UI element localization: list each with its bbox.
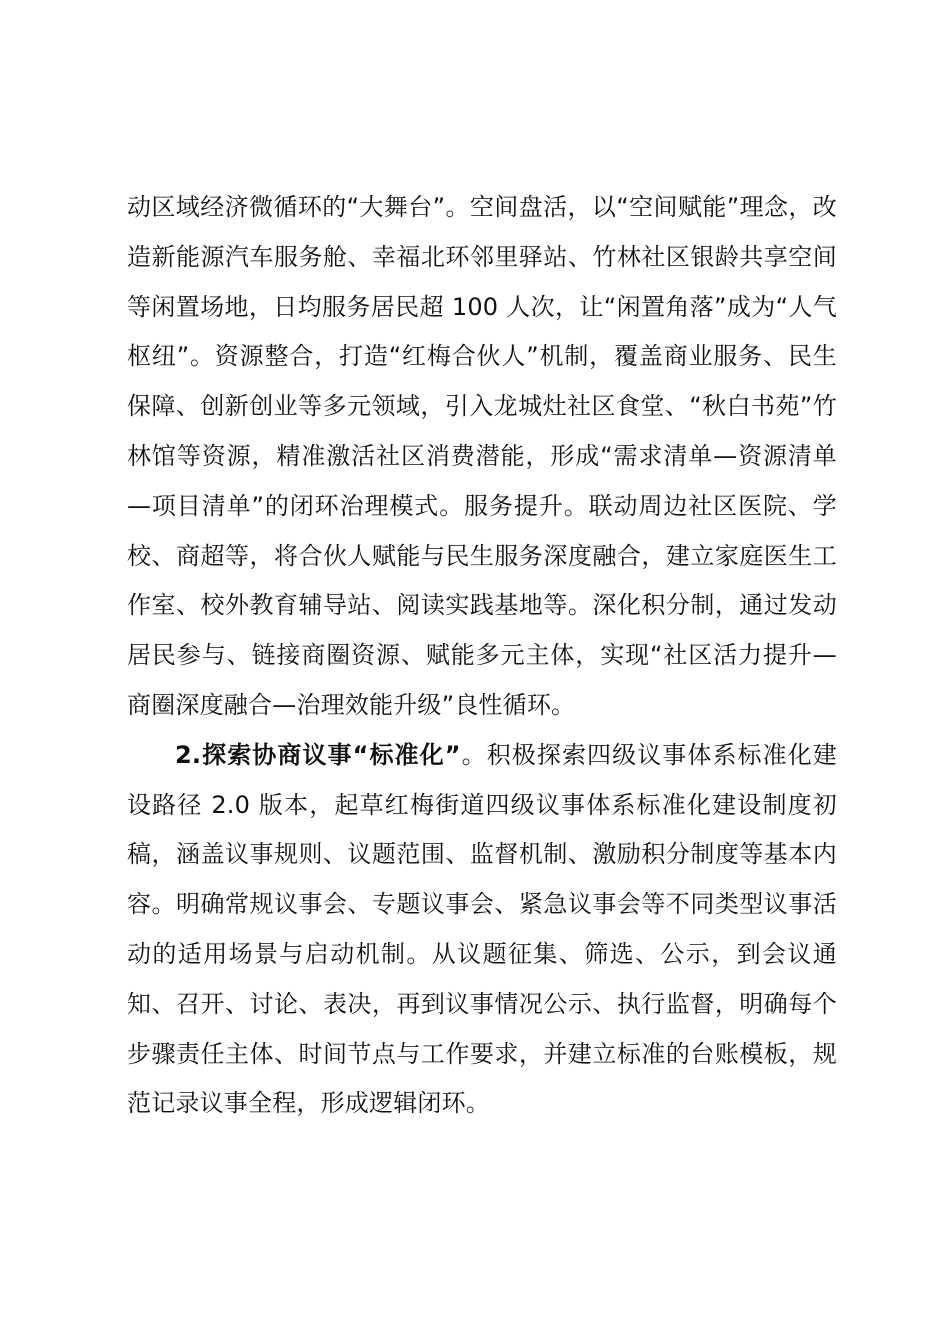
paragraph-2-text: 。积极探索四级议事体系标准化建设路径 2.0 版本，起草红梅街道四级议事体系标准化建设制度初稿，涵盖议事规则、议题范围、监督机制、激励积分制度等基本内容。明确常规议事会、专题议事会、紧急议事会等不同类型议事活动的适用场景与启动机制。从议题征集、筛选、公示，到会议通知、召开、讨论、表决，再到议事情况公示、执行监督，明确每个步骤责任主体、时间节点与工作要求，并建立标准的台账模板，规范记录议事全程，形成逻辑闭环。 [127, 740, 838, 1118]
paragraph-2 [127, 731, 837, 1129]
section-heading: 2.探索协商议事“标准化” [175, 740, 461, 769]
paragraph-1 [127, 183, 837, 731]
document-body [127, 183, 837, 1129]
paragraph-1-text: 动区域经济微循环的“大舞台”。空间盘活，以“空间赋能”理念，改造新能源汽车服务舱、幸福北环邻里驿站、竹林社区银龄共享空间等闲置场地，日均服务居民超 100 人次，让“闲置角落”成为“人气枢纽”。资源整合，打造“红梅合伙人”机制，覆盖商业服务、民生保障、创新创业等多元领域，引入龙城灶社区食堂、“秋白书苑”竹林馆等资源，精准激活社区消费潜能，形成“需求清单—资源清单—项目清单”的闭环治理模式。服务提升。联动周边社区医院、学校、商超等，将合伙人赋能与民生服务深度融合，建立家庭医生工作室、校外教育辅导站、阅读实践基地等。深化积分制，通过发动居民参与、链接商圈资源、赋能多元主体，实现“社区活力提升—商圈深度融合—治理效能升级”良性循环。 [127, 193, 837, 719]
